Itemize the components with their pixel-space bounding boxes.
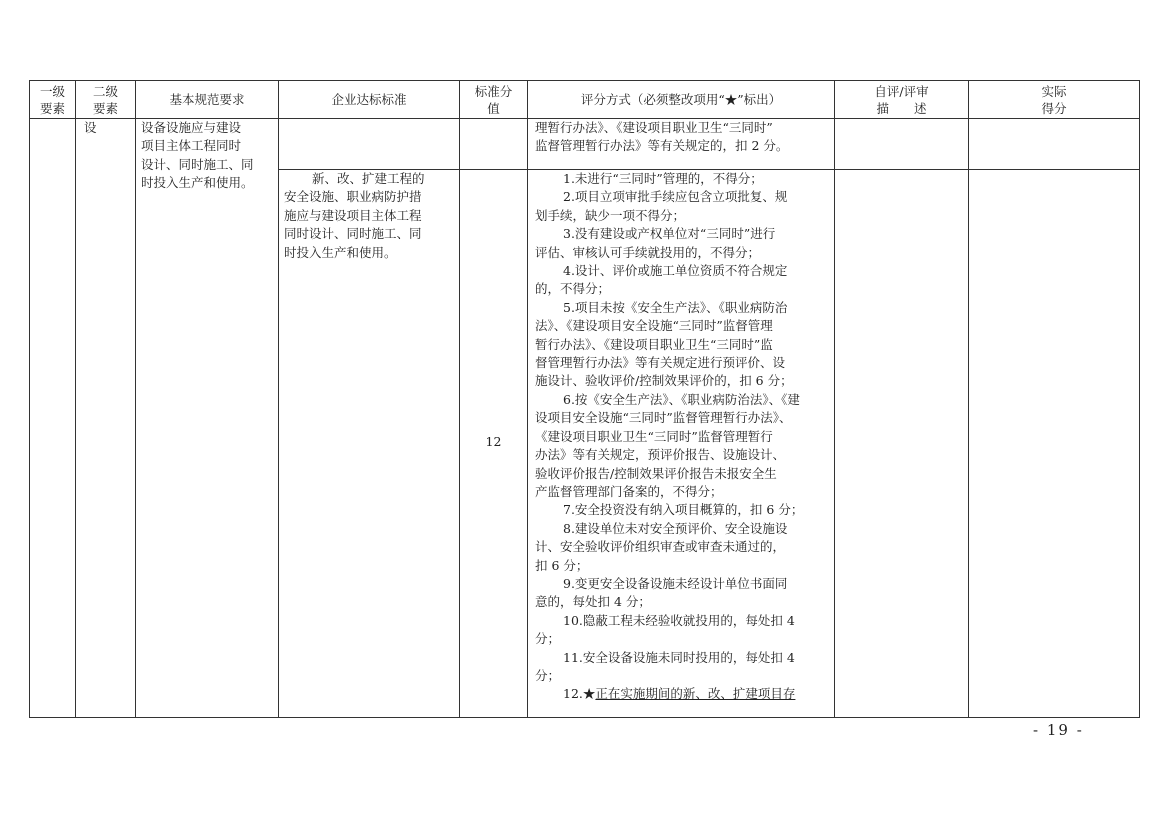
scoring-rule-line: 5.项目未按《安全生产法》、《职业病防治 bbox=[563, 299, 788, 315]
scoring-rule-line: 评估、审核认可手续就投用的，不得分； bbox=[535, 244, 761, 260]
col-divider bbox=[459, 81, 460, 717]
scoring-rule-line: 设项目安全设施“三同时”监督管理暂行办法》、 bbox=[535, 410, 792, 426]
col-divider bbox=[75, 81, 76, 717]
mandatory-rule-text: 正在实施期间的新、改、扩建项目存 bbox=[595, 686, 796, 702]
scoring-rule-line bbox=[535, 685, 833, 703]
scoring-rule-line: 验收评价报告/控制效果评价报告未报安全生 bbox=[535, 465, 777, 481]
scoring-rule-line: 7.安全投资没有纳入项目概算的，扣 6 分； bbox=[563, 502, 804, 518]
scoring-rule-line: 的，不得分； bbox=[535, 281, 611, 297]
header-enterprise-standard: 企业达标标准 bbox=[331, 92, 407, 107]
scoring-rule-line: 4.设计、评价或施工单位资质不符合规定 bbox=[563, 263, 788, 279]
scoring-rule-line: 暂行办法》、《建设项目职业卫生“三同时”监 bbox=[535, 336, 773, 352]
scoring-rules-cell bbox=[535, 170, 833, 704]
standards-table bbox=[29, 80, 1140, 718]
scoring-rule-line: 划手续，缺少一项不得分； bbox=[535, 207, 686, 223]
basic-requirement-cell: 设备设施应与建设 项目主体工程同时 设计、同时施工、同 时投入生产和使用。 bbox=[141, 120, 254, 191]
page-number: - 19 - bbox=[1033, 721, 1084, 739]
header-secondary-element: 二级 要素 bbox=[92, 83, 118, 116]
standard-score-value: 12 bbox=[485, 434, 502, 449]
scoring-rule-line: 1.未进行“三同时”管理的，不得分； bbox=[563, 171, 763, 186]
scoring-rule-line: 3.没有建设或产权单位对“三同时”进行 bbox=[563, 226, 776, 242]
scoring-rule-line: 《建设项目职业卫生“三同时”监督管理暂行 bbox=[535, 428, 773, 444]
scoring-rule-line: 8.建设单位未对安全预评价、安全设施设 bbox=[563, 520, 788, 536]
col-divider bbox=[968, 81, 969, 717]
scoring-rule-line: 计、安全验收评价组织审查或审查未通过的， bbox=[535, 539, 786, 555]
scoring-rule-line: 9.变更安全设备设施未经设计单位书面同 bbox=[563, 575, 788, 591]
scoring-rule-line: 办法》等有关规定，预评价报告、设施设计、 bbox=[535, 447, 786, 463]
header-basic-requirements: 基本规范要求 bbox=[169, 92, 245, 107]
col-divider bbox=[278, 81, 279, 717]
header-primary-element: 一级 要素 bbox=[39, 83, 65, 116]
col-divider bbox=[135, 81, 136, 717]
scoring-rule-line: 产监督管理部门备案的，不得分； bbox=[535, 483, 723, 499]
enterprise-standard-cell: 新、改、扩建工程的 安全设施、职业病防护措 施应与建设项目主体工程 同时设计、同时施工、同 时投入生产和使用。 bbox=[284, 171, 425, 260]
col-divider bbox=[527, 81, 528, 717]
scoring-rule-line: 法》、《建设项目安全设施“三同时”监督管理 bbox=[535, 318, 773, 334]
scoring-rule-line: 分； bbox=[535, 631, 561, 647]
scoring-rule-line: 意的，每处扣 4 分； bbox=[535, 594, 651, 610]
header-standard-score: 标准分 值 bbox=[474, 83, 513, 116]
scoring-continuation-cell: 理暂行办法》、《建设项目职业卫生“三同时” 监督管理暂行办法》等有关规定的，扣 2 分。 bbox=[535, 120, 789, 154]
rule-number: 12. bbox=[563, 686, 583, 702]
scoring-rule-line: 11.安全设备设施未同时投用的，每处扣 4 bbox=[563, 649, 795, 665]
scoring-rule-line: 扣 6 分； bbox=[535, 557, 589, 573]
secondary-element-cell: 设 bbox=[84, 120, 97, 135]
scoring-rule-line: 6.按《安全生产法》、《职业病防治法》、《建 bbox=[563, 391, 800, 407]
scoring-rule-line: 督管理暂行办法》等有关规定进行预评价、设 bbox=[535, 355, 786, 371]
scoring-rule-line: 10.隐蔽工程未经验收就投用的，每处扣 4 bbox=[563, 612, 795, 628]
header-self-assessment: 自评/评审 描 述 bbox=[874, 83, 929, 116]
scoring-rule-line: 2.项目立项审批手续应包含立项批复、规 bbox=[563, 189, 788, 205]
scoring-rule-line: 分； bbox=[535, 667, 561, 683]
star-icon: ★ bbox=[582, 686, 596, 702]
header-scoring-method: 评分方式（必须整改项用“★”标出） bbox=[580, 92, 782, 107]
scoring-rule-line: 施设计、验收评价/控制效果评价的，扣 6 分； bbox=[535, 373, 793, 389]
col-divider bbox=[834, 81, 835, 717]
header-actual-score: 实际 得分 bbox=[1041, 83, 1067, 116]
